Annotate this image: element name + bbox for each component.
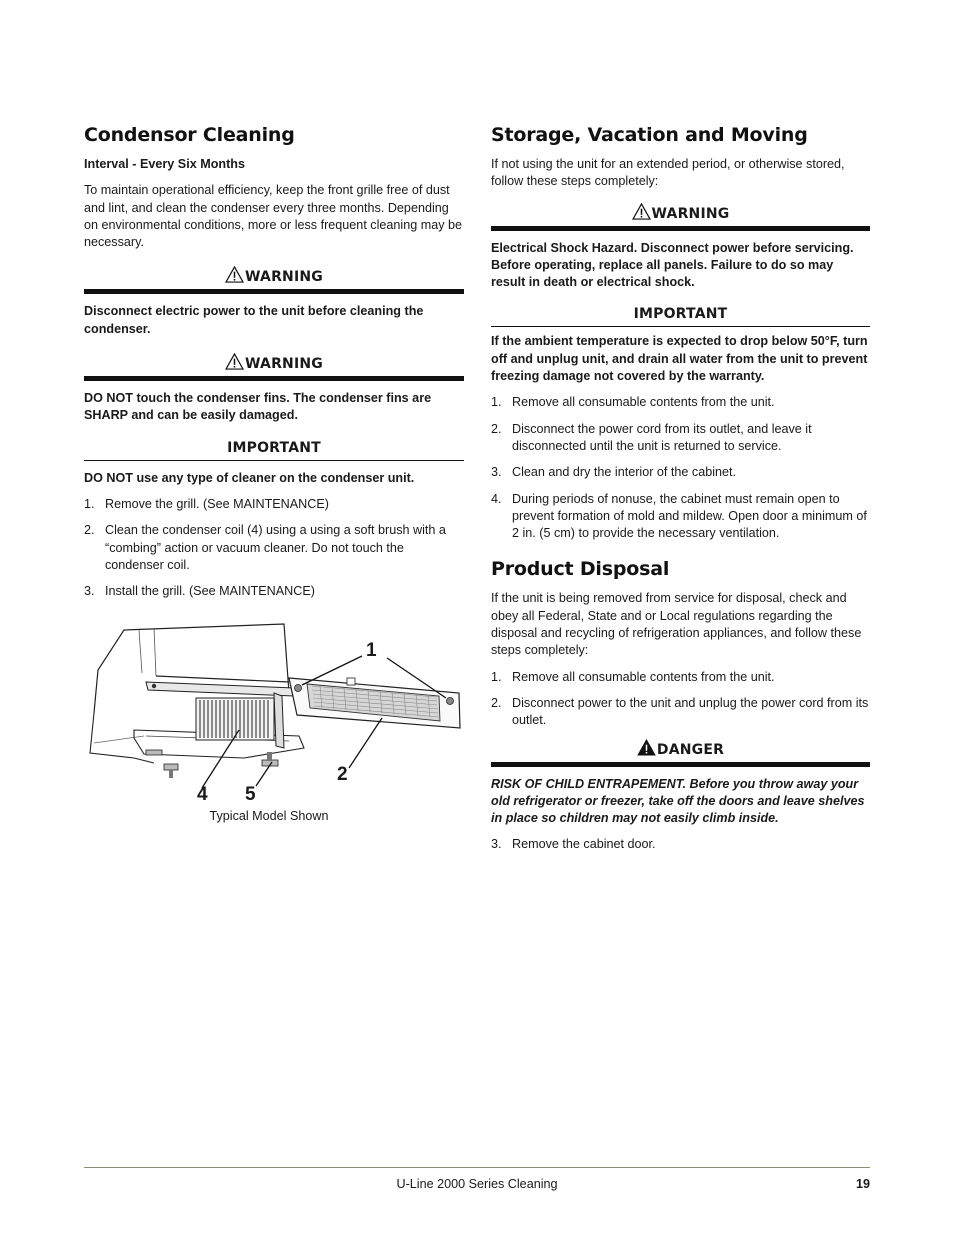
left-column <box>84 124 464 826</box>
step-text: Disconnect power to the unit and unplug the power cord from its outlet. <box>512 695 869 728</box>
disposal-steps <box>491 669 870 730</box>
step-number: 1. <box>84 496 95 511</box>
callout-number: 5 <box>245 784 256 806</box>
step-number: 2. <box>491 421 502 436</box>
step-number: 4. <box>491 491 502 506</box>
step-number: 3. <box>491 837 502 852</box>
important-heading: IMPORTANT <box>633 306 728 323</box>
important-callout <box>84 440 464 461</box>
warning-body <box>84 390 464 425</box>
warning-triangle-icon <box>225 353 244 370</box>
warning-callout-2 <box>84 353 464 381</box>
callout-number: 1 <box>366 640 377 662</box>
warning-body: Electrical Shock Hazard. Disconnect power before servicing. Before operating, replace all panels. Failure to do so may result in death or electrical shock. <box>491 240 854 290</box>
footer-title: U-Line 2000 Series Cleaning <box>396 1177 558 1191</box>
list-item <box>491 669 870 686</box>
list-item <box>491 695 870 730</box>
step-text: Disconnect the power cord from its outlet, and leave it disconnected until the unit is returned to service. <box>512 421 812 453</box>
important-heading: IMPORTANT <box>227 439 321 456</box>
danger-triangle-icon <box>637 739 656 756</box>
list-item <box>491 394 870 411</box>
step-text: Clean the condenser coil (4) using a using a soft brush with a “combing” action or vacuum cleaner. Do not touch the condenser coil. <box>105 523 446 572</box>
step-text: Clean and dry the interior of the cabinet. <box>512 465 737 480</box>
warning-triangle-icon <box>225 266 244 283</box>
warning-triangle-icon <box>632 203 651 220</box>
warning-heading: WARNING <box>245 356 323 373</box>
callout-number: 4 <box>197 784 208 806</box>
leveling-leg <box>146 750 278 778</box>
condensor-cleaning-heading: Condensor Cleaning <box>84 124 295 146</box>
list-item <box>491 491 870 543</box>
storage-intro: If not using the unit for an extended period, or otherwise stored, follow these steps completely: <box>491 157 845 189</box>
warning-heading: WARNING <box>651 205 730 222</box>
footer-divider <box>84 1167 870 1168</box>
disposal-intro: If the unit is being removed from service for disposal, check and obey all Federal, State and or Local regulations regarding the disposal and recycling of refrigeration appliances, and follow these steps completely: <box>491 591 862 658</box>
right-column <box>491 124 870 863</box>
page-number: 19 <box>855 1177 870 1191</box>
final-step-list <box>491 836 870 853</box>
step-text: Remove all consumable contents from the unit. <box>512 395 775 410</box>
step-text: During periods of nonuse, the cabinet must remain open to prevent formation of mold and mildew. Open door a minimum of 2 in. (5 cm) to provide the necessary ventilation. <box>512 491 867 541</box>
list-item <box>84 583 464 600</box>
list-item <box>491 836 870 853</box>
warning-callout-1 <box>84 266 464 294</box>
step-text: Install the grill. (See MAINTENANCE) <box>105 584 315 599</box>
condenser-illustration <box>84 618 464 806</box>
list-item <box>84 496 464 513</box>
step-number: 1. <box>491 669 502 684</box>
step-number: 1. <box>491 395 502 410</box>
storage-heading: Storage, Vacation and Moving <box>491 124 808 146</box>
front-grille <box>289 678 460 728</box>
warning-callout <box>491 203 870 231</box>
list-item <box>491 421 870 456</box>
storage-steps <box>491 394 870 542</box>
product-disposal-heading: Product Disposal <box>491 558 670 581</box>
list-item <box>491 464 870 481</box>
danger-callout <box>491 739 870 767</box>
important-body <box>84 470 464 487</box>
important-callout <box>491 306 870 327</box>
step-number: 2. <box>491 695 502 710</box>
step-number: 3. <box>491 465 502 480</box>
step-text: Remove the grill. (See MAINTENANCE) <box>105 496 329 511</box>
list-item <box>84 522 464 574</box>
condensor-steps <box>84 496 464 600</box>
step-text: Remove the cabinet door. <box>512 837 656 852</box>
warning-heading: WARNING <box>245 269 323 286</box>
interval-text: Interval - Every Six Months <box>84 157 245 171</box>
warning-body: Disconnect electric power to the unit before cleaning the condenser. <box>84 304 424 336</box>
important-body: If the ambient temperature is expected to drop below 50°F, turn off and unplug unit, and drain all water from the unit to prevent freezing damage not covered by the warranty. <box>491 334 868 384</box>
callout-number: 2 <box>337 764 348 786</box>
step-number: 3. <box>84 584 95 599</box>
condenser-drawing <box>84 618 464 798</box>
danger-body: RISK OF CHILD ENTRAPEMENT. Before you throw away your old refrigerator or freezer, take off the doors and leave shelves in place so children may not easily climb inside. <box>491 776 865 826</box>
step-number: 2. <box>84 523 95 538</box>
warning-body-rest: touch the condenser fins. The condenser fins are SHARP and can be easily damaged. <box>84 391 432 423</box>
important-body-rest: use any type of cleaner on the condenser unit. <box>132 470 415 485</box>
condenser-coil <box>196 698 274 740</box>
do-not-emphasis: DO NOT <box>84 470 133 485</box>
danger-heading: DANGER <box>656 741 725 758</box>
do-not-emphasis: DO NOT <box>84 391 133 406</box>
step-text: Remove all consumable contents from the unit. <box>512 669 775 684</box>
figure-caption: Typical Model Shown <box>209 809 329 824</box>
condensor-intro: To maintain operational efficiency, keep the front grille free of dust and lint, and clean the condenser every three months. Depending on environmental conditions, more or less frequent cleaning may be necessary. <box>84 183 463 250</box>
